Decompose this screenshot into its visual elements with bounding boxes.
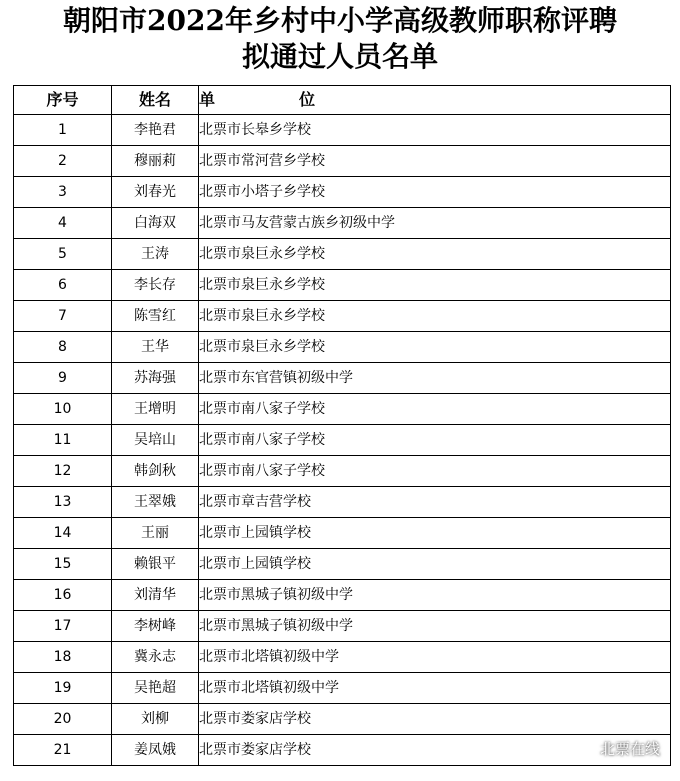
cell-unit: 北票市北塔镇初级中学 xyxy=(199,642,671,673)
cell-unit: 北票市南八家子学校 xyxy=(199,394,671,425)
cell-seq: 3 xyxy=(14,177,112,208)
watermark-text: 北票在线 xyxy=(599,740,660,758)
cell-unit: 北票市娄家店学校 xyxy=(199,704,671,735)
cell-unit: 北票市泉巨永乡学校 xyxy=(199,239,671,270)
table-row xyxy=(14,270,671,301)
cell-unit: 北票市泉巨永乡学校 xyxy=(199,270,671,301)
cell-seq: 7 xyxy=(14,301,112,332)
cell-name: 穆丽莉 xyxy=(112,146,199,177)
cell-seq: 2 xyxy=(14,146,112,177)
table-body xyxy=(14,115,671,766)
cell-name: 王华 xyxy=(112,332,199,363)
cell-unit: 北票市黑城子镇初级中学 xyxy=(199,611,671,642)
table-row xyxy=(14,425,671,456)
watermark xyxy=(573,738,660,759)
cell-name: 姜凤娥 xyxy=(112,735,199,766)
table-row xyxy=(14,301,671,332)
cell-unit: 北票市上园镇学校 xyxy=(199,518,671,549)
cell-name: 陈雪红 xyxy=(112,301,199,332)
cell-name: 王涛 xyxy=(112,239,199,270)
cell-name: 王增明 xyxy=(112,394,199,425)
cell-seq: 16 xyxy=(14,580,112,611)
cell-name: 吴培山 xyxy=(112,425,199,456)
header-name: 姓名 xyxy=(112,86,199,115)
table-row xyxy=(14,704,671,735)
cell-name: 韩剑秋 xyxy=(112,456,199,487)
cell-unit: 北票市娄家店学校 xyxy=(199,735,671,766)
table-row xyxy=(14,549,671,580)
cell-seq: 6 xyxy=(14,270,112,301)
cell-seq: 12 xyxy=(14,456,112,487)
cell-seq: 9 xyxy=(14,363,112,394)
table-row xyxy=(14,642,671,673)
table-row xyxy=(14,177,671,208)
cell-seq: 14 xyxy=(14,518,112,549)
cell-unit: 北票市常河营乡学校 xyxy=(199,146,671,177)
cell-seq: 15 xyxy=(14,549,112,580)
cell-name: 赖银平 xyxy=(112,549,199,580)
header-unit-char-1: 单 xyxy=(199,90,216,109)
table-row xyxy=(14,518,671,549)
cell-seq: 21 xyxy=(14,735,112,766)
cell-unit: 北票市南八家子学校 xyxy=(199,456,671,487)
cell-name: 刘柳 xyxy=(112,704,199,735)
cell-name: 李艳君 xyxy=(112,115,199,146)
table-row xyxy=(14,673,671,704)
roster-table xyxy=(13,85,671,766)
cell-name: 白海双 xyxy=(112,208,199,239)
cell-name: 王丽 xyxy=(112,518,199,549)
cell-unit: 北票市马友营蒙古族乡初级中学 xyxy=(199,208,671,239)
table-row xyxy=(14,115,671,146)
cell-unit: 北票市南八家子学校 xyxy=(199,425,671,456)
cell-name: 王翠娥 xyxy=(112,487,199,518)
cell-seq: 1 xyxy=(14,115,112,146)
table-row xyxy=(14,394,671,425)
cell-name: 刘春光 xyxy=(112,177,199,208)
header-unit xyxy=(199,86,671,115)
cell-seq: 5 xyxy=(14,239,112,270)
cell-name: 冀永志 xyxy=(112,642,199,673)
table-row xyxy=(14,146,671,177)
cell-name: 李树峰 xyxy=(112,611,199,642)
cell-name: 李长存 xyxy=(112,270,199,301)
cell-seq: 11 xyxy=(14,425,112,456)
cell-seq: 10 xyxy=(14,394,112,425)
cell-unit: 北票市泉巨永乡学校 xyxy=(199,332,671,363)
table-row xyxy=(14,456,671,487)
cell-name: 吴艳超 xyxy=(112,673,199,704)
cell-unit: 北票市北塔镇初级中学 xyxy=(199,673,671,704)
cell-seq: 13 xyxy=(14,487,112,518)
document-subtitle: 拟通过人员名单 xyxy=(241,40,438,73)
table-header-row xyxy=(14,86,671,115)
cell-unit: 北票市上园镇学校 xyxy=(199,549,671,580)
cell-unit: 北票市小塔子乡学校 xyxy=(199,177,671,208)
table-row xyxy=(14,487,671,518)
header-seq: 序号 xyxy=(14,86,112,115)
wechat-icon xyxy=(573,740,595,758)
cell-name: 刘清华 xyxy=(112,580,199,611)
cell-seq: 17 xyxy=(14,611,112,642)
cell-unit: 北票市章吉营学校 xyxy=(199,487,671,518)
cell-seq: 8 xyxy=(14,332,112,363)
header-unit-char-2: 位 xyxy=(299,90,316,109)
cell-seq: 4 xyxy=(14,208,112,239)
table-row xyxy=(14,332,671,363)
table-row xyxy=(14,239,671,270)
cell-seq: 19 xyxy=(14,673,112,704)
document-title: 朝阳市2022年乡村中小学高级教师职称评聘 xyxy=(63,4,617,37)
cell-seq: 20 xyxy=(14,704,112,735)
cell-name: 苏海强 xyxy=(112,363,199,394)
table-row xyxy=(14,735,671,766)
cell-seq: 18 xyxy=(14,642,112,673)
table-row xyxy=(14,363,671,394)
cell-unit: 北票市泉巨永乡学校 xyxy=(199,301,671,332)
cell-unit: 北票市东官营镇初级中学 xyxy=(199,363,671,394)
cell-unit: 北票市黑城子镇初级中学 xyxy=(199,580,671,611)
table-row xyxy=(14,580,671,611)
table-row xyxy=(14,208,671,239)
table-row xyxy=(14,611,671,642)
cell-unit: 北票市长皋乡学校 xyxy=(199,115,671,146)
